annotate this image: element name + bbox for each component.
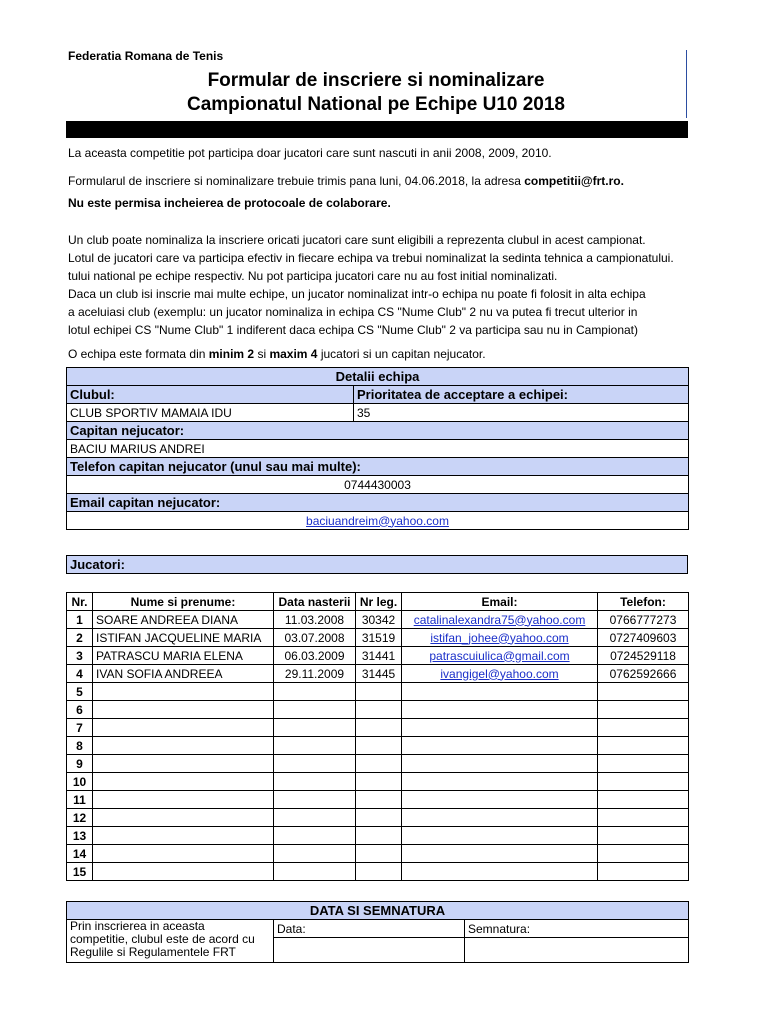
player-email-link[interactable]: istifan_johee@yahoo.com bbox=[430, 630, 569, 645]
player-phone-field[interactable] bbox=[598, 791, 689, 809]
player-name-field[interactable]: IVAN SOFIA ANDREEA bbox=[93, 665, 274, 683]
player-nr: 10 bbox=[67, 773, 93, 791]
player-name-field[interactable]: PATRASCU MARIA ELENA bbox=[93, 647, 274, 665]
player-leg-field[interactable] bbox=[356, 791, 402, 809]
player-nr: 13 bbox=[67, 827, 93, 845]
player-row bbox=[67, 773, 689, 791]
rules-line: lotul echipei CS "Nume Club" 1 indiferent daca echipa CS "Nume Club" 2 va participa sau nu in Campionat) bbox=[68, 323, 638, 337]
agreement-line: Regulile si Regulamentele FRT bbox=[70, 945, 236, 959]
player-name-field[interactable] bbox=[93, 755, 274, 773]
signature-field[interactable] bbox=[465, 938, 689, 963]
player-row bbox=[67, 755, 689, 773]
player-row bbox=[67, 629, 689, 647]
player-nr: 12 bbox=[67, 809, 93, 827]
player-email-field[interactable] bbox=[402, 773, 598, 791]
player-email-link[interactable]: catalinalexandra75@yahoo.com bbox=[413, 612, 586, 627]
player-name-field[interactable] bbox=[93, 791, 274, 809]
player-row bbox=[67, 737, 689, 755]
player-nr: 1 bbox=[67, 611, 93, 629]
player-email-field[interactable] bbox=[402, 755, 598, 773]
player-row bbox=[67, 719, 689, 737]
player-leg-field[interactable] bbox=[356, 737, 402, 755]
signature-section-title: DATA SI SEMNATURA bbox=[67, 902, 689, 920]
priority-field[interactable]: 35 bbox=[354, 404, 689, 422]
player-phone-field[interactable]: 0766777273 bbox=[598, 611, 689, 629]
player-row bbox=[67, 683, 689, 701]
player-leg-field[interactable] bbox=[356, 809, 402, 827]
player-nr: 15 bbox=[67, 863, 93, 881]
player-leg-field[interactable] bbox=[356, 755, 402, 773]
player-leg-field[interactable] bbox=[356, 845, 402, 863]
player-row bbox=[67, 809, 689, 827]
player-name-field[interactable] bbox=[93, 845, 274, 863]
player-dob-field[interactable] bbox=[274, 809, 356, 827]
player-name-field[interactable]: SOARE ANDREEA DIANA bbox=[93, 611, 274, 629]
player-leg-field[interactable] bbox=[356, 701, 402, 719]
col-phone: Telefon: bbox=[598, 593, 689, 611]
player-email-link[interactable]: ivangigel@yahoo.com bbox=[440, 666, 559, 681]
player-email-field[interactable] bbox=[402, 683, 598, 701]
player-name-field[interactable] bbox=[93, 809, 274, 827]
black-divider-bar bbox=[66, 121, 688, 138]
player-nr: 2 bbox=[67, 629, 93, 647]
player-row bbox=[67, 647, 689, 665]
player-email-field[interactable] bbox=[402, 629, 598, 647]
player-nr: 9 bbox=[67, 755, 93, 773]
captain-phone-label: Telefon capitan nejucator (unul sau mai multe): bbox=[67, 458, 689, 476]
deadline-prefix: Formularul de inscriere si nominalizare trebuie trimis pana luni, 04.06.2018, la adresa bbox=[68, 174, 525, 188]
captain-email-link[interactable]: baciuandreim@yahoo.com bbox=[306, 513, 449, 528]
team-comp-mid: si bbox=[254, 347, 270, 361]
player-email-link[interactable]: patrascuiulica@gmail.com bbox=[429, 648, 570, 663]
player-leg-field[interactable] bbox=[356, 719, 402, 737]
player-dob-field[interactable]: 03.07.2008 bbox=[274, 629, 356, 647]
player-email-field[interactable] bbox=[402, 665, 598, 683]
signature-label: Semnatura: bbox=[465, 920, 689, 938]
player-name-field[interactable] bbox=[93, 719, 274, 737]
player-leg-field[interactable]: 30342 bbox=[356, 611, 402, 629]
player-dob-field[interactable] bbox=[274, 737, 356, 755]
player-nr: 8 bbox=[67, 737, 93, 755]
player-nr: 7 bbox=[67, 719, 93, 737]
player-name-field[interactable] bbox=[93, 701, 274, 719]
player-dob-field[interactable] bbox=[274, 845, 356, 863]
player-row bbox=[67, 611, 689, 629]
captain-label: Capitan nejucator: bbox=[67, 422, 689, 440]
deadline-email: competitii@frt.ro. bbox=[524, 174, 624, 188]
player-name-field[interactable] bbox=[93, 773, 274, 791]
date-field[interactable] bbox=[274, 938, 465, 963]
col-email: Email: bbox=[402, 593, 598, 611]
team-comp-min: minim 2 bbox=[208, 347, 255, 361]
col-dob: Data nasterii bbox=[274, 593, 356, 611]
player-name-field[interactable] bbox=[93, 737, 274, 755]
page-edge-line bbox=[686, 50, 687, 118]
form-title: Formular de inscriere si nominalizare bbox=[207, 70, 545, 91]
player-email-field[interactable] bbox=[402, 719, 598, 737]
captain-field[interactable]: BACIU MARIUS ANDREI bbox=[67, 440, 689, 458]
team-comp-prefix: O echipa este formata din bbox=[68, 347, 209, 361]
rules-line: Un club poate nominaliza la inscriere oricati jucatori care sunt eligibili a reprezenta clubul in acest campionat. bbox=[68, 233, 646, 247]
player-name-field[interactable]: ISTIFAN JACQUELINE MARIA bbox=[93, 629, 274, 647]
rules-line: tului national pe echipe respectiv. Nu pot participa jucatori care nu au fost initial nominalizati. bbox=[68, 269, 558, 283]
player-name-field[interactable] bbox=[93, 683, 274, 701]
player-phone-field[interactable] bbox=[598, 773, 689, 791]
player-nr: 11 bbox=[67, 791, 93, 809]
player-nr: 4 bbox=[67, 665, 93, 683]
player-phone-field[interactable]: 0727409603 bbox=[598, 629, 689, 647]
player-email-field[interactable] bbox=[402, 791, 598, 809]
player-phone-field[interactable]: 0724529118 bbox=[598, 647, 689, 665]
player-phone-field[interactable] bbox=[598, 701, 689, 719]
player-leg-field[interactable]: 31519 bbox=[356, 629, 402, 647]
player-nr: 3 bbox=[67, 647, 93, 665]
player-row bbox=[67, 827, 689, 845]
player-dob-field[interactable] bbox=[274, 683, 356, 701]
player-name-field[interactable] bbox=[93, 827, 274, 845]
players-section bbox=[66, 555, 688, 574]
player-dob-field[interactable] bbox=[274, 755, 356, 773]
player-phone-field[interactable] bbox=[598, 719, 689, 737]
player-leg-field[interactable]: 31441 bbox=[356, 647, 402, 665]
player-dob-field[interactable] bbox=[274, 701, 356, 719]
player-phone-field[interactable] bbox=[598, 863, 689, 881]
player-leg-field[interactable] bbox=[356, 683, 402, 701]
player-email-field[interactable] bbox=[402, 647, 598, 665]
player-phone-field[interactable] bbox=[598, 683, 689, 701]
player-nr: 14 bbox=[67, 845, 93, 863]
team-comp-suffix: jucatori si un capitan nejucator. bbox=[317, 347, 486, 361]
agreement-line: Prin inscrierea in aceasta bbox=[70, 919, 205, 933]
player-email-field[interactable] bbox=[402, 863, 598, 881]
player-nr: 6 bbox=[67, 701, 93, 719]
players-section-title: Jucatori: bbox=[67, 556, 688, 574]
col-nr: Nr. bbox=[67, 593, 93, 611]
player-name-field[interactable] bbox=[93, 863, 274, 881]
eligibility-text: La aceasta competitie pot participa doar jucatori care sunt nascuti in anii 2008, 2009, 2010. bbox=[68, 146, 552, 160]
players-table bbox=[66, 592, 689, 881]
signature-table bbox=[66, 901, 689, 963]
priority-label: Prioritatea de acceptare a echipei: bbox=[354, 386, 689, 404]
player-email-field[interactable] bbox=[402, 737, 598, 755]
captain-phone-field[interactable]: 0744430003 bbox=[67, 476, 689, 494]
agreement-text bbox=[67, 920, 274, 963]
federation-name: Federatia Romana de Tenis bbox=[68, 49, 224, 63]
player-leg-field[interactable] bbox=[356, 863, 402, 881]
player-phone-field[interactable] bbox=[598, 845, 689, 863]
agreement-line: competitie, clubul este de acord cu bbox=[70, 932, 255, 946]
player-email-field[interactable] bbox=[402, 701, 598, 719]
player-leg-field[interactable]: 31445 bbox=[356, 665, 402, 683]
player-row bbox=[67, 701, 689, 719]
player-dob-field[interactable] bbox=[274, 863, 356, 881]
rules-line: Lotul de jucatori care va participa efectiv in fiecare echipa va trebui nominalizat la sedinta tehnica a campionatului. bbox=[68, 251, 674, 265]
players-header-row bbox=[67, 593, 689, 611]
player-dob-field[interactable]: 29.11.2009 bbox=[274, 665, 356, 683]
captain-email-field[interactable] bbox=[67, 512, 689, 530]
player-phone-field[interactable] bbox=[598, 827, 689, 845]
player-phone-field[interactable] bbox=[598, 809, 689, 827]
player-dob-field[interactable] bbox=[274, 827, 356, 845]
player-row bbox=[67, 791, 689, 809]
rules-line: a aceluiasi club (exemplu: un jucator nominaliza in echipa CS "Nume Club" 2 nu va putea fi trecut ulterior in bbox=[68, 305, 638, 319]
team-section-title: Detalii echipa bbox=[67, 368, 689, 386]
col-name: Nume si prenume: bbox=[93, 593, 274, 611]
player-row bbox=[67, 845, 689, 863]
player-email-field[interactable] bbox=[402, 827, 598, 845]
date-label: Data: bbox=[274, 920, 465, 938]
player-phone-field[interactable] bbox=[598, 737, 689, 755]
player-dob-field[interactable] bbox=[274, 791, 356, 809]
player-dob-field[interactable]: 11.03.2008 bbox=[274, 611, 356, 629]
player-leg-field[interactable] bbox=[356, 827, 402, 845]
club-label: Clubul: bbox=[67, 386, 354, 404]
player-email-field[interactable] bbox=[402, 611, 598, 629]
club-field[interactable]: CLUB SPORTIV MAMAIA IDU bbox=[67, 404, 354, 422]
player-dob-field[interactable] bbox=[274, 773, 356, 791]
player-leg-field[interactable] bbox=[356, 773, 402, 791]
deadline-text bbox=[68, 174, 624, 188]
team-details-table bbox=[66, 367, 689, 530]
player-dob-field[interactable] bbox=[274, 719, 356, 737]
player-dob-field[interactable]: 06.03.2009 bbox=[274, 647, 356, 665]
player-email-field[interactable] bbox=[402, 845, 598, 863]
captain-email-label: Email capitan nejucator: bbox=[67, 494, 689, 512]
team-composition-text bbox=[68, 347, 486, 361]
player-nr: 5 bbox=[67, 683, 93, 701]
rules-line: Daca un club isi inscrie mai multe echipe, un jucator nominalizat intr-o echipa nu poate fi folosit in alta echipa bbox=[68, 287, 646, 301]
player-email-field[interactable] bbox=[402, 809, 598, 827]
form-subtitle: Campionatul National pe Echipe U10 2018 bbox=[187, 94, 565, 115]
player-row bbox=[67, 863, 689, 881]
col-leg: Nr leg. bbox=[356, 593, 402, 611]
team-comp-max: maxim 4 bbox=[269, 347, 318, 361]
player-phone-field[interactable]: 0762592666 bbox=[598, 665, 689, 683]
player-phone-field[interactable] bbox=[598, 755, 689, 773]
no-protocols-text: Nu este permisa incheierea de protocoale de colaborare. bbox=[68, 196, 391, 210]
player-row bbox=[67, 665, 689, 683]
